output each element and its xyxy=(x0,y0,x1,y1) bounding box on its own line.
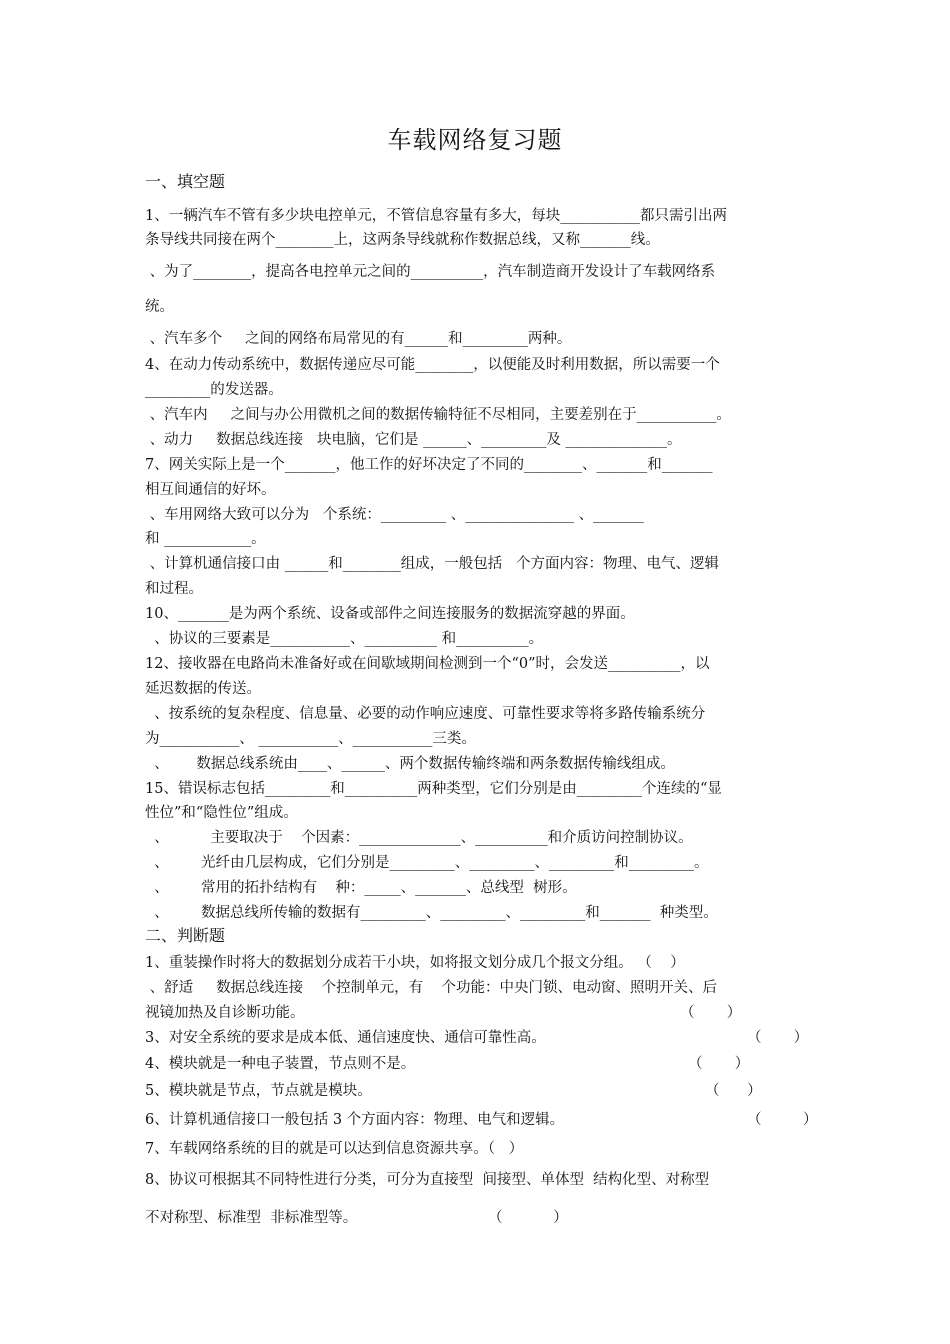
judge-line: 3、对安全系统的要求是成本低、通信速度快、通信可靠性高。 xyxy=(145,1030,546,1046)
section-heading-judge: 二、判断题 xyxy=(145,926,226,945)
section-heading-fill: 一、填空题 xyxy=(145,172,226,191)
judge-line: 1、重装操作时将大的数据划分成若干小块，如将报文划分成几个报文分组。 （ ） xyxy=(145,955,685,971)
question-line: 4、在动力传动系统中，数据传递应尽可能________，以便能及时利用数据，所以需要一个 xyxy=(145,357,720,373)
question-line: 7、网关实际上是一个_______，他工作的好坏决定了不同的________、_______和_______ xyxy=(145,457,713,473)
question-line: 15、错误标志包括_________和__________两种类型，它们分别是由_________个连续的“显 xyxy=(145,781,722,797)
question-line: 条导线共同接在两个________上，这两条导线就称作数据总线，又称_______线。 xyxy=(145,232,660,248)
judge-line: 4、模块就是一种电子装置，节点则不是。 xyxy=(145,1056,416,1072)
question-line: 统。 xyxy=(145,299,174,315)
question-line: 、按系统的复杂程度、信息量、必要的动作响应速度、可靠性要求等将多路传输系统分 xyxy=(145,706,706,722)
question-line: 、 光纤由几层构成，它们分别是_________、_________、_________和_________。 xyxy=(145,855,709,871)
judge-line: 、舒适 数据总线连接 个控制单元，有 个功能：中央门锁、电动窗、照明开关、后 xyxy=(145,980,718,996)
question-line: 、 主要取决于 个因素：______________、__________和介质访问控制协议。 xyxy=(145,830,693,846)
question-line: 性位”和“隐性位”组成。 xyxy=(145,805,298,821)
question-line: 1、一辆汽车不管有多少块电控单元，不管信息容量有多大，每块___________都只需引出两 xyxy=(145,208,727,224)
question-line: 、车用网络大致可以分为 个系统：_________ 、_______________ 、_______ xyxy=(145,507,644,523)
judge-line: 7、车载网络系统的目的就是可以达到信息资源共享。（ ） xyxy=(145,1141,524,1157)
question-line: 、为了________，提高各电控单元之间的__________，汽车制造商开发设计了车载网络系 xyxy=(145,264,716,280)
judge-line: 不对称型、标准型 非标准型等。 xyxy=(145,1210,358,1226)
answer-bracket: （ ） xyxy=(705,1083,762,1099)
judge-line: 6、计算机通信接口一般包括 3 个方面内容：物理、电气和逻辑。 xyxy=(145,1112,565,1128)
question-line: 、计算机通信接口由 ______和________组成，一般包括 个方面内容：物理、电气、逻辑 xyxy=(145,556,720,572)
answer-bracket: （ ） xyxy=(747,1030,809,1046)
question-line: 相互间通信的好坏。 xyxy=(145,482,276,498)
question-line: 和 ____________。 xyxy=(145,531,266,547)
answer-bracket: （ ） xyxy=(680,1005,742,1021)
question-line: 和过程。 xyxy=(145,581,203,597)
question-line: 延迟数据的传送。 xyxy=(145,681,261,697)
page-title: 车载网络复习题 xyxy=(387,126,563,154)
question-line: 、动力 数据总线连接 块电脑，它们是 ______、_________及 ______________。 xyxy=(145,432,682,448)
question-line: 12、接收器在电路尚未准备好或在间歇域期间检测到一个“0”时，会发送__________，以 xyxy=(145,656,710,672)
question-line: 、 数据总线所传输的数据有_________、_________、_________和_______ 种类型。 xyxy=(145,905,718,921)
judge-line: 8、协议可根据其不同特性进行分类，可分为直接型 间接型、单体型 结构化型、对称型 xyxy=(145,1172,710,1188)
answer-bracket: （ ） xyxy=(688,1056,750,1072)
question-line: 、 常用的拓扑结构有 种：_____、_______、总线型 树形。 xyxy=(145,880,577,896)
answer-bracket: （ ） xyxy=(488,1210,568,1226)
question-line: 、 数据总线系统由____、______、两个数据传输终端和两条数据传输线组成。 xyxy=(145,756,675,772)
question-line: 、协议的三要素是___________、__________ 和__________。 xyxy=(145,631,544,647)
question-line: 、汽车内 之间与办公用微机之间的数据传输特征不尽相同，主要差别在于___________。 xyxy=(145,407,731,423)
question-line: 、汽车多个 之间的网络布局常见的有______和_________两种。 xyxy=(145,331,572,347)
question-line: 为___________、 ___________、___________三类。 xyxy=(145,731,476,747)
judge-line: 视镜加热及自诊断功能。 xyxy=(145,1005,305,1021)
answer-bracket: （ ） xyxy=(747,1112,818,1128)
judge-line: 5、模块就是节点，节点就是模块。 xyxy=(145,1083,372,1099)
question-line: 10、_______是为两个系统、设备或部件之间连接服务的数据流穿越的界面。 xyxy=(145,606,635,622)
question-line: _________的发送器。 xyxy=(145,382,283,398)
